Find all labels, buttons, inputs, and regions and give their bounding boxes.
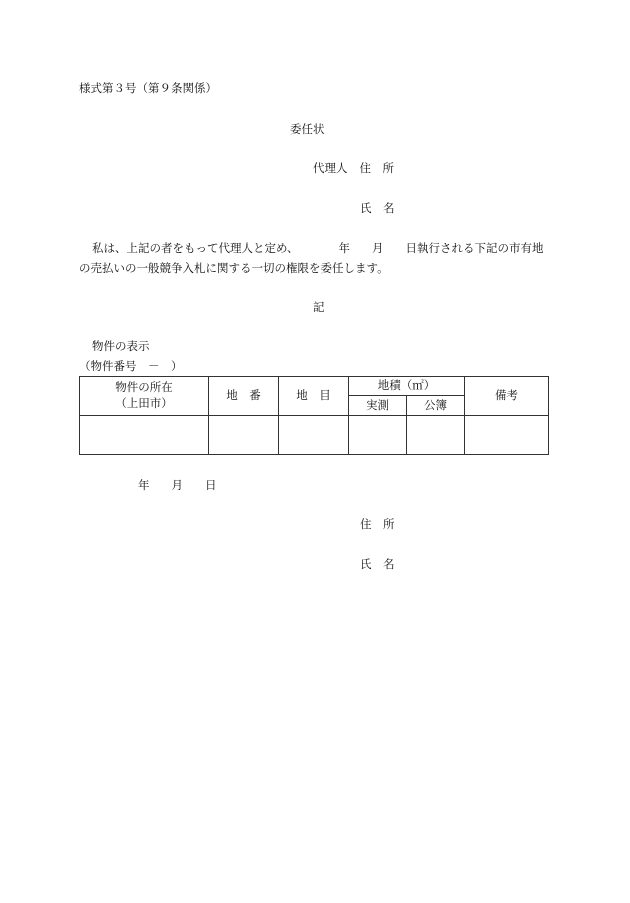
property-table — [79, 376, 549, 455]
property-heading: 物件の表示 — [92, 339, 150, 353]
body-text-part2: 日執行される下記の市有地 — [405, 241, 544, 255]
category-header: 地 目 — [279, 377, 349, 416]
area-header: 地積（㎡） — [349, 377, 465, 396]
property-number-label: （物件番号 － ） — [79, 359, 183, 373]
body-year: 年 — [338, 241, 351, 255]
body-line-1 — [92, 243, 544, 255]
registry-cell — [407, 416, 465, 455]
date-year: 年 — [138, 478, 150, 492]
agent-block — [313, 163, 394, 175]
body-line-2: の売払いの一般競争入札に関する一切の権限を委任します。 — [79, 261, 389, 275]
lot-cell — [209, 416, 279, 455]
agent-address-label: 住 所 — [359, 161, 394, 175]
body-text-part1: 私は、上記の者をもって代理人と定め、 — [92, 241, 299, 255]
location-cell — [80, 416, 209, 455]
table-row — [80, 416, 549, 455]
principal-name-label: 氏 名 — [360, 557, 395, 571]
agent-label: 代理人 — [313, 161, 348, 175]
record-heading: 記 — [313, 300, 325, 314]
agent-name-label: 氏 名 — [360, 201, 395, 215]
location-header-label: 物件の所在 — [115, 380, 173, 395]
remarks-cell — [465, 416, 549, 455]
category-cell — [279, 416, 349, 455]
measured-cell — [349, 416, 407, 455]
date-month: 月 — [171, 478, 183, 492]
signing-date — [138, 480, 217, 492]
date-day: 日 — [205, 478, 217, 492]
document-title: 委任状 — [290, 122, 325, 136]
body-month: 月 — [372, 241, 384, 255]
registry-header: 公簿 — [407, 396, 465, 416]
measured-header: 実測 — [349, 396, 407, 416]
lot-header: 地 番 — [209, 377, 279, 416]
remarks-header: 備考 — [465, 377, 549, 416]
location-header — [80, 377, 209, 416]
form-number: 様式第３号（第９条関係） — [79, 81, 217, 95]
principal-address-label: 住 所 — [360, 517, 395, 531]
location-header-sub: （上田市） — [115, 396, 173, 410]
